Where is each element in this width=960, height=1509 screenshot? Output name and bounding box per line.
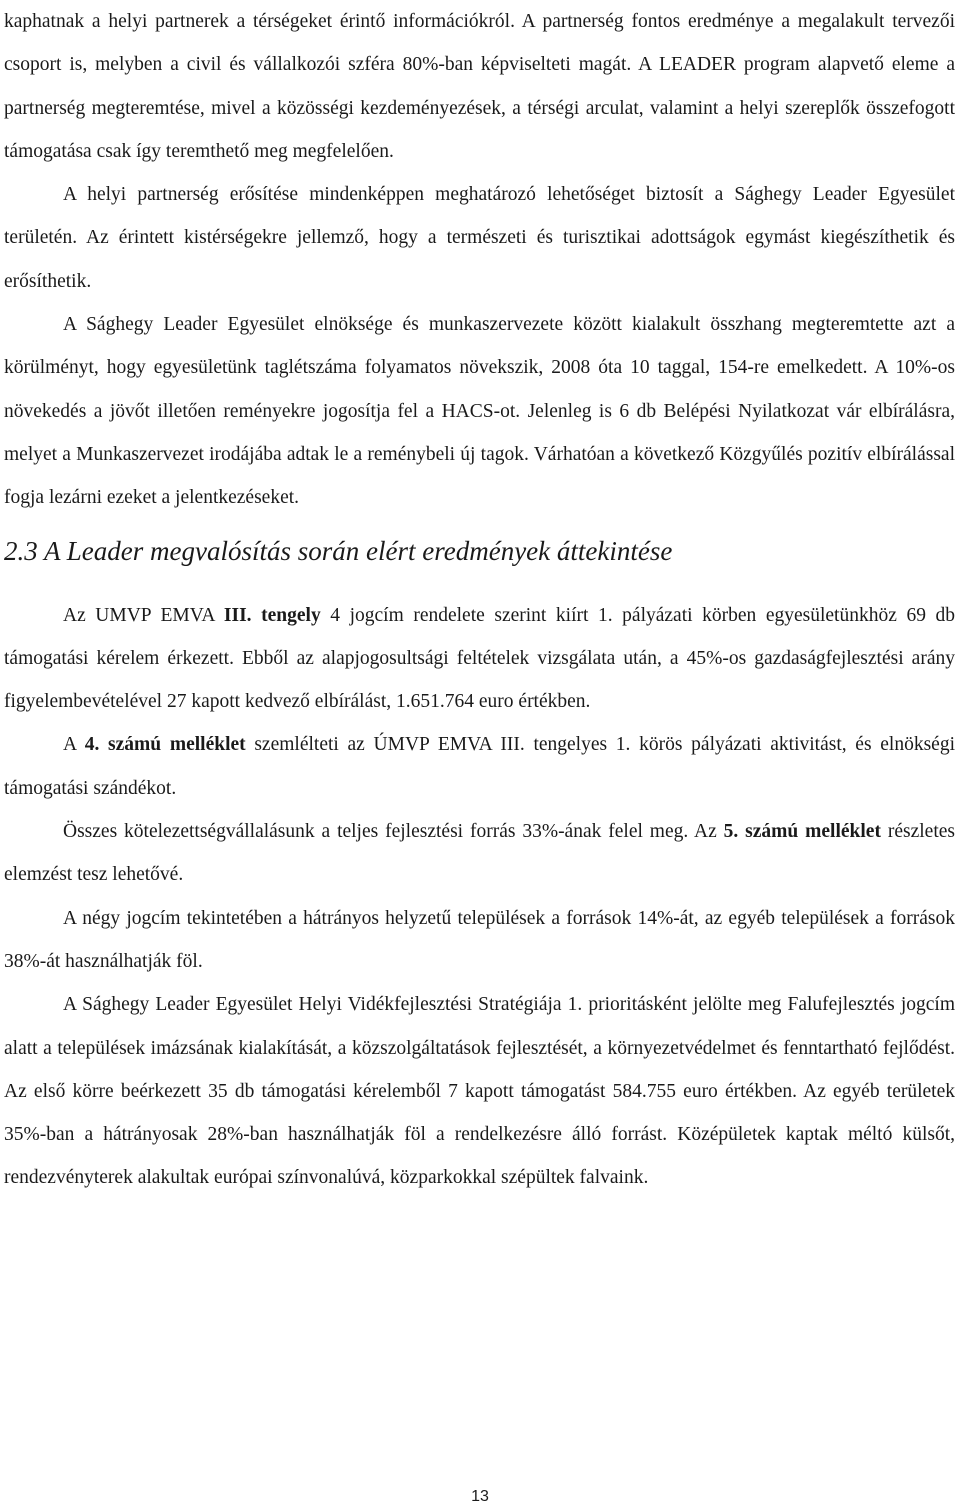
paragraph-text: Várhatóan a következő Közgyűlés pozitív elbírálással fogja lezárni ezeket a jelentkezéseket. xyxy=(4,443,955,509)
paragraph-text: szemlélteti az ÚMVP EMVA III. tengelyes 1. körös pályázati aktivitást, és elnökségi támogatási szándékot. xyxy=(4,734,955,799)
paragraph-text: Összes kötelezettségvállalásunk a teljes fejlesztési forrás 33%-ának felel meg. Az xyxy=(63,821,724,843)
paragraph-text: részletes elemzést tesz lehetővé. xyxy=(4,821,955,886)
bold-text: tengely xyxy=(261,604,321,626)
paragraph-annex-4 xyxy=(4,723,955,810)
paragraph-disadvantaged: A négy jogcím tekintetében a hátrányos helyzetű települések a források 14%-át, az egyéb települések a források 38%-át használhatják föl. xyxy=(4,907,955,972)
paragraph-text: Az UMVP EMVA xyxy=(63,604,224,626)
paragraph-text: A Sághegy Leader Egyesület elnöksége és munkaszervezete között kialakult összhang megteremtette azt a körülményt, hogy egyesületünk taglétszáma folyamatos növekszik, 2008 óta 10 taggal, 154-re emelkedett. xyxy=(4,314,955,379)
paragraph-local-partnership xyxy=(4,173,955,303)
bold-text: III. xyxy=(223,604,252,626)
paragraph-text: A LEADER program alapvető eleme a partnerség megteremtése, mivel a közösségi kezdeményezések, a térségi arculat, valamint a helyi szereplők összefogott támogatása csak így teremthető meg megfelelően. xyxy=(4,54,955,162)
paragraph-partnership-results xyxy=(4,0,955,173)
paragraph-membership xyxy=(4,303,955,519)
paragraph-text: kaphatnak a helyi partnerek a térségeket érintő információkról. A partnerség fontos eredménye a megalakult tervezői csoport is, melyben a civil és vállalkozói szféra 80%-ban képviselteti magát. xyxy=(4,11,955,76)
paragraph-text: A 10%-os növekedés a jövőt illetően reményekre jogosítja fel a HACS-ot. xyxy=(4,357,955,422)
paragraph-text xyxy=(252,605,262,626)
paragraph-annex-5 xyxy=(4,810,955,897)
document-page xyxy=(4,0,955,1200)
bold-text: 5. számú melléklet xyxy=(723,821,881,843)
paragraph-text: A helyi partnerség erősítése mindenképpen meghatározó lehetőséget biztosít a Sághegy Leader Egyesület területén. xyxy=(4,184,955,249)
bold-text: 4. számú melléklet xyxy=(84,734,246,756)
paragraph-text: Az érintett kistérségekre jellemző, hogy a természeti és turisztikai adottságok egymást kiegészíthetik és erősíthetik. xyxy=(4,227,955,292)
paragraph-applications xyxy=(4,594,955,724)
paragraph-text: 4 jogcím rendelete szerint kiírt 1. pályázati körben egyesületünkhöz 69 db támogatási kérelem érkezett. Ebből az alapjogosultsági feltételek vizsgálata után, a 45%-os gazdaságfejlesztési arány figyelembevételével 27 kapott kedvező elbírálást, 1.651.764 euro értékben. xyxy=(4,604,956,713)
paragraph-strategy: A Sághegy Leader Egyesület Helyi Vidékfejlesztési Stratégiája 1. prioritásként jelölte meg Falufejlesztés jogcím alatt a települések imázsának kialakítását, a közszolgáltatások fejlesztését, a környezetvédelmet és fenntartható fejlődést. Az első körre beérkezett 35 db támogatási kérelemből 7 kapott támogatást 584.755 euro értékben. Az egyéb területek 35%-ban a hátrányosak 28%-ban használhatják föl a rendelkezésre álló forrást. Középületek kaptak méltó külsőt, rendezvényterek alakultak európai színvonalúvá, közparkokkal szépültek falvaink. xyxy=(4,994,955,1189)
paragraph-text: Jelenleg is 6 db Belépési Nyilatkozat vár elbírálásra, melyet a Munkaszervezet irodájába adtak le a reménybeli új tagok. xyxy=(4,400,955,465)
section-heading: 2.3 A Leader megvalósítás során elért eredmények áttekintése xyxy=(4,535,673,566)
paragraph-text: A xyxy=(63,734,85,756)
page-number: 13 xyxy=(471,1488,489,1505)
